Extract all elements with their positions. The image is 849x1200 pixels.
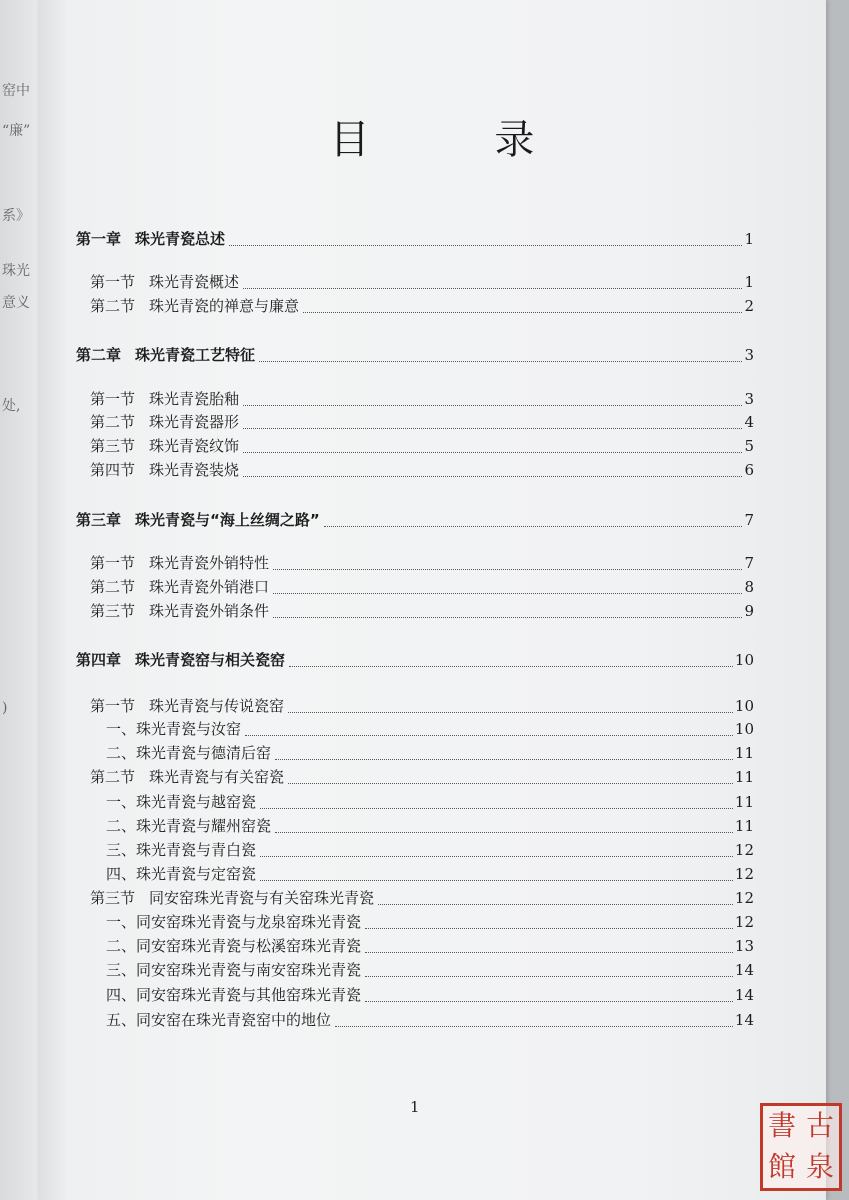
toc-entry-label [90, 460, 241, 480]
toc-entry-number: 第一章 [76, 230, 122, 248]
left-page-fragment: 意义 [2, 295, 30, 311]
toc-entry-label [76, 229, 227, 249]
toc-entry-page: 12 [734, 841, 754, 859]
toc-entry-label [90, 389, 241, 409]
toc-leader-dots [273, 579, 742, 594]
toc-entry-label [106, 985, 363, 1005]
toc-leader-dots [365, 962, 733, 977]
toc-entry-label [90, 272, 241, 292]
page-title: 目 录 [329, 117, 591, 163]
toc-entry-title: 珠光青瓷窑与相关瓷窑 [135, 651, 286, 669]
toc-entry-page: 12 [734, 889, 754, 907]
toc-entry-title: 同安窑珠光青瓷与有关窑珠光青瓷 [149, 889, 375, 907]
left-page-edge [0, 0, 40, 1200]
toc-leader-dots [275, 818, 733, 833]
toc-entry-section [90, 886, 754, 908]
toc-entry-page: 1 [744, 230, 754, 248]
toc-entry-item [106, 910, 754, 932]
toc-entry-item [106, 741, 754, 763]
seal-char: 泉 [805, 1150, 834, 1183]
toc-entry-page: 11 [734, 744, 754, 762]
toc-entry-chapter [76, 648, 754, 670]
toc-entry-title: 珠光青瓷总述 [135, 230, 226, 248]
toc-entry-number: 第二节 [90, 297, 136, 315]
toc-entry-page: 13 [734, 937, 754, 955]
book-page [38, 0, 826, 1200]
toc-entry-title: 二、珠光青瓷与耀州窑瓷 [106, 817, 272, 835]
toc-entry-title: 三、同安窑珠光青瓷与南安窑珠光青瓷 [106, 961, 362, 979]
toc-entry-title: 珠光青瓷与有关窑瓷 [149, 768, 285, 786]
toc-entry-page: 10 [734, 697, 754, 715]
toc-leader-dots [260, 842, 733, 857]
toc-leader-dots [378, 890, 733, 905]
toc-entry-label [106, 743, 273, 763]
toc-entry-label [106, 1010, 333, 1030]
toc-entry-label [90, 601, 271, 621]
toc-entry-label [90, 888, 376, 908]
toc-entry-title: 珠光青瓷概述 [149, 273, 240, 291]
toc-entry-item [106, 717, 754, 739]
toc-entry-section [90, 294, 754, 316]
toc-entry-title: 一、同安窑珠光青瓷与龙泉窑珠光青瓷 [106, 913, 362, 931]
toc-entry-page: 3 [744, 346, 754, 364]
toc-entry-number: 第二节 [90, 413, 136, 431]
toc-entry-number: 第四节 [90, 461, 136, 479]
toc-entry-item [106, 1008, 754, 1030]
toc-entry-item [106, 934, 754, 956]
toc-entry-number: 第一节 [90, 697, 136, 715]
toc-leader-dots [303, 298, 742, 313]
toc-leader-dots [243, 438, 742, 453]
seal-char: 館 [767, 1150, 796, 1183]
toc-entry-number: 第三节 [90, 889, 136, 907]
toc-leader-dots [324, 512, 743, 527]
toc-entry-title: 珠光青瓷工艺特征 [135, 346, 256, 364]
toc-entry-title: 一、珠光青瓷与越窑瓷 [106, 793, 257, 811]
toc-entry-label [90, 412, 241, 432]
left-page-fragment: 处, [2, 398, 21, 414]
toc-entry-page: 7 [744, 511, 754, 529]
toc-entry-section [90, 270, 754, 292]
toc-entry-title: 珠光青瓷装烧 [149, 461, 240, 479]
toc-entry-page: 7 [744, 554, 754, 572]
toc-entry-label [90, 767, 286, 787]
toc-entry-label [90, 296, 301, 316]
toc-entry-title: 四、同安窑珠光青瓷与其他窑珠光青瓷 [106, 986, 362, 1004]
toc-entry-chapter [76, 343, 754, 365]
toc-entry-page: 12 [734, 913, 754, 931]
toc-entry-number: 第一节 [90, 390, 136, 408]
toc-entry-page: 5 [744, 437, 754, 455]
toc-entry-item [106, 838, 754, 860]
toc-entry-title: 珠光青瓷与“海上丝绸之路” [135, 511, 320, 529]
toc-entry-page: 11 [734, 793, 754, 811]
toc-entry-title: 五、同安窑在珠光青瓷窑中的地位 [106, 1011, 332, 1029]
toc-entry-label [90, 577, 271, 597]
toc-leader-dots [259, 347, 742, 362]
toc-entry-label [90, 696, 286, 716]
toc-leader-dots [260, 794, 733, 809]
toc-entry-section [90, 387, 754, 409]
toc-entry-title: 珠光青瓷器形 [149, 413, 240, 431]
toc-entry-title: 珠光青瓷外销特性 [149, 554, 270, 572]
toc-leader-dots [243, 414, 742, 429]
toc-entry-number: 第二章 [76, 346, 122, 364]
toc-entry-title: 一、珠光青瓷与汝窑 [106, 720, 242, 738]
toc-entry-section [90, 575, 754, 597]
toc-entry-item [106, 862, 754, 884]
toc-entry-label [106, 719, 243, 739]
toc-entry-page: 4 [744, 413, 754, 431]
toc-entry-page: 9 [744, 602, 754, 620]
toc-entry-number: 第三节 [90, 602, 136, 620]
toc-leader-dots [365, 938, 733, 953]
toc-leader-dots [275, 745, 733, 760]
toc-entry-title: 珠光青瓷与传说瓷窑 [149, 697, 285, 715]
toc-entry-title: 珠光青瓷外销港口 [149, 578, 270, 596]
toc-entry-page: 8 [744, 578, 754, 596]
left-page-fragment: ) [2, 700, 8, 716]
toc-entry-page: 3 [744, 390, 754, 408]
toc-entry-label [90, 436, 241, 456]
toc-leader-dots [289, 652, 733, 667]
toc-leader-dots [229, 231, 742, 246]
toc-entry-number: 第三章 [76, 511, 122, 529]
page-number: 1 [410, 1098, 420, 1116]
toc-entry-page: 14 [734, 986, 754, 1004]
toc-entry-title: 珠光青瓷外销条件 [149, 602, 270, 620]
toc-entry-section [90, 458, 754, 480]
toc-entry-chapter [76, 508, 754, 530]
toc-entry-page: 10 [734, 720, 754, 738]
toc-entry-title: 二、珠光青瓷与德清后窑 [106, 744, 272, 762]
seal-char: 書 [767, 1109, 796, 1142]
toc-entry-section [90, 551, 754, 573]
left-page-fragment: “廉” [2, 123, 31, 139]
toc-leader-dots [243, 274, 742, 289]
toc-entry-title: 珠光青瓷的禅意与廉意 [149, 297, 300, 315]
toc-leader-dots [273, 555, 742, 570]
toc-entry-title: 珠光青瓷纹饰 [149, 437, 240, 455]
left-page-fragment: 珠光 [2, 263, 30, 279]
toc-entry-label [76, 650, 287, 670]
toc-entry-label [76, 510, 322, 530]
toc-entry-number: 第二节 [90, 768, 136, 786]
toc-entry-number: 第三节 [90, 437, 136, 455]
toc-entry-title: 三、珠光青瓷与青白瓷 [106, 841, 257, 859]
toc-leader-dots [335, 1012, 733, 1027]
toc-entry-page: 10 [734, 651, 754, 669]
toc-entry-label [106, 816, 273, 836]
toc-entry-title: 四、珠光青瓷与定窑瓷 [106, 865, 257, 883]
toc-entry-label [106, 840, 258, 860]
toc-leader-dots [365, 987, 733, 1002]
toc-leader-dots [273, 603, 742, 618]
toc-entry-item [106, 983, 754, 1005]
toc-entry-section [90, 434, 754, 456]
toc-entry-section [90, 694, 754, 716]
toc-leader-dots [288, 698, 733, 713]
toc-entry-page: 14 [734, 961, 754, 979]
toc-entry-item [106, 958, 754, 980]
toc-entry-page: 11 [734, 768, 754, 786]
library-seal-stamp [760, 1103, 842, 1191]
toc-entry-section [90, 410, 754, 432]
toc-leader-dots [245, 721, 733, 736]
toc-entry-number: 第一节 [90, 273, 136, 291]
toc-entry-page: 12 [734, 865, 754, 883]
toc-entry-page: 2 [744, 297, 754, 315]
toc-leader-dots [243, 462, 742, 477]
toc-leader-dots [243, 391, 742, 406]
toc-entry-label [90, 553, 271, 573]
toc-entry-item [106, 790, 754, 812]
left-page-fragment: 系》 [2, 208, 30, 224]
toc-leader-dots [260, 866, 733, 881]
toc-entry-page: 6 [744, 461, 754, 479]
left-page-fragment: 窑中 [2, 83, 30, 99]
toc-entry-label [106, 792, 258, 812]
toc-entry-label [106, 936, 363, 956]
toc-entry-number: 第二节 [90, 578, 136, 596]
toc-entry-number: 第四章 [76, 651, 122, 669]
toc-entry-label [106, 912, 363, 932]
toc-entry-item [106, 814, 754, 836]
toc-entry-page: 14 [734, 1011, 754, 1029]
seal-char: 古 [805, 1109, 834, 1142]
toc-entry-number: 第一节 [90, 554, 136, 572]
toc-entry-page: 1 [744, 273, 754, 291]
toc-leader-dots [365, 914, 733, 929]
toc-entry-title: 二、同安窑珠光青瓷与松溪窑珠光青瓷 [106, 937, 362, 955]
toc-leader-dots [288, 769, 733, 784]
toc-entry-title: 珠光青瓷胎釉 [149, 390, 240, 408]
toc-entry-label [76, 345, 257, 365]
toc-entry-chapter [76, 227, 754, 249]
toc-entry-label [106, 864, 258, 884]
toc-entry-label [106, 960, 363, 980]
toc-entry-page: 11 [734, 817, 754, 835]
toc-entry-section [90, 599, 754, 621]
toc-entry-section [90, 765, 754, 787]
